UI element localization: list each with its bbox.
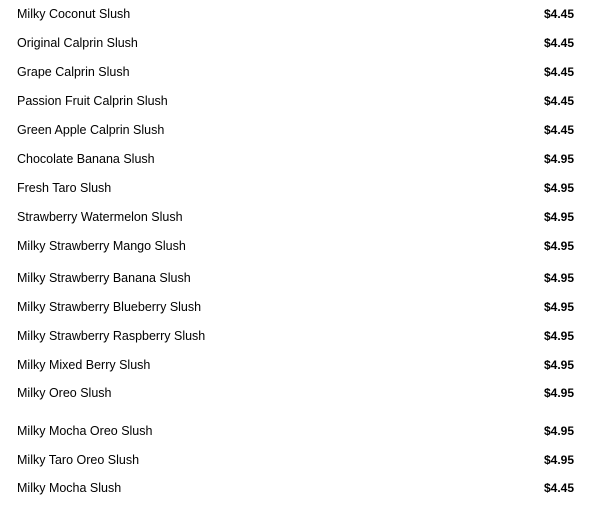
- menu-item: [0, 383, 600, 403]
- menu-item: [0, 120, 600, 140]
- menu-item: [0, 236, 600, 256]
- item-price: $4.95: [544, 453, 575, 467]
- item-name: Milky Strawberry Raspberry Slush: [17, 329, 206, 343]
- item-price: $4.45: [544, 36, 575, 50]
- menu-item: [0, 149, 600, 169]
- item-price: $4.95: [544, 271, 575, 285]
- item-price: $4.95: [544, 152, 575, 166]
- item-name: Milky Coconut Slush: [17, 7, 131, 21]
- item-name: Milky Strawberry Blueberry Slush: [17, 300, 202, 314]
- menu-item: [0, 178, 600, 198]
- item-price: $4.95: [544, 386, 575, 400]
- item-price: $4.45: [544, 481, 575, 495]
- menu-item: [0, 421, 600, 441]
- item-price: $4.45: [544, 94, 575, 108]
- menu-item: [0, 268, 600, 288]
- item-price: $4.95: [544, 239, 575, 253]
- menu-item: [0, 91, 600, 111]
- menu-item: [0, 297, 600, 317]
- item-name: Milky Mocha Slush: [17, 481, 122, 495]
- menu-item: [0, 4, 600, 24]
- menu-item: [0, 450, 600, 470]
- item-name: Chocolate Banana Slush: [17, 152, 155, 166]
- item-price: $4.95: [544, 181, 575, 195]
- item-price: $4.45: [544, 7, 575, 21]
- item-price: $4.95: [544, 210, 575, 224]
- item-name: Milky Taro Oreo Slush: [17, 453, 140, 467]
- item-name: Green Apple Calprin Slush: [17, 123, 165, 137]
- item-price: $4.95: [544, 329, 575, 343]
- menu-item: [0, 326, 600, 346]
- menu-item: [0, 62, 600, 82]
- item-name: Fresh Taro Slush: [17, 181, 112, 195]
- item-price: $4.95: [544, 358, 575, 372]
- item-name: Milky Oreo Slush: [17, 386, 112, 400]
- menu-item: [0, 355, 600, 375]
- item-name: Strawberry Watermelon Slush: [17, 210, 183, 224]
- menu-item: [0, 33, 600, 53]
- item-name: Milky Mocha Oreo Slush: [17, 424, 153, 438]
- menu-item: [0, 478, 600, 498]
- item-name: Grape Calprin Slush: [17, 65, 130, 79]
- item-price: $4.45: [544, 123, 575, 137]
- item-price: $4.45: [544, 65, 575, 79]
- item-price: $4.95: [544, 300, 575, 314]
- item-name: Milky Mixed Berry Slush: [17, 358, 151, 372]
- item-name: Milky Strawberry Mango Slush: [17, 239, 186, 253]
- item-name: Milky Strawberry Banana Slush: [17, 271, 191, 285]
- item-price: $4.95: [544, 424, 575, 438]
- item-name: Original Calprin Slush: [17, 36, 138, 50]
- menu-item: [0, 207, 600, 227]
- item-name: Passion Fruit Calprin Slush: [17, 94, 168, 108]
